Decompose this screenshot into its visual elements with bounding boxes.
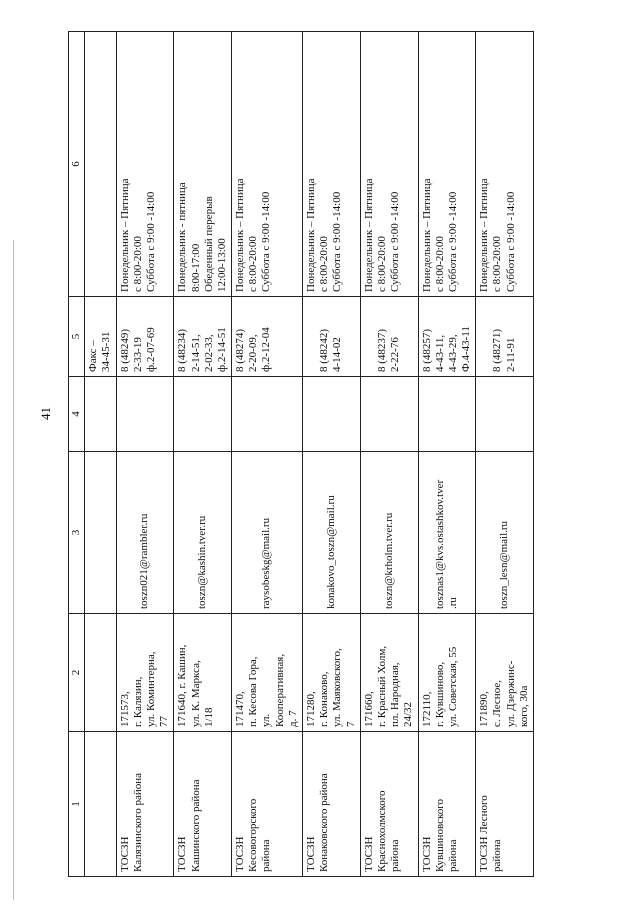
empty-cell xyxy=(85,32,116,297)
email-cell: konakovo_toszn@mail.ru xyxy=(303,452,361,614)
header-cell-1: 1 xyxy=(69,732,85,877)
hours-cell: Понедельник – Пятница с 8:00-20:00 Суббота с 9:00 -14:00 xyxy=(303,32,361,297)
email-cell: raysobeskg@mail.ru xyxy=(232,452,303,614)
org-cell: ТОСЗН Конаковского района xyxy=(303,732,361,877)
col4-cell xyxy=(476,377,534,452)
col4-cell xyxy=(360,377,418,452)
table-row xyxy=(303,32,361,877)
email-cell: toszn021@rambler.ru xyxy=(116,452,174,614)
header-cell-4: 4 xyxy=(69,377,85,452)
col4-cell xyxy=(232,377,303,452)
org-cell: ТОСЗН Краснохолмского района xyxy=(360,732,418,877)
org-cell: ТОСЗН Кашинского района xyxy=(174,732,232,877)
col4-cell xyxy=(303,377,361,452)
hours-cell: Понедельник - пятница 8:00-17:00 Обеденный перерыв 12:00-13:00 xyxy=(174,32,232,297)
rotated-page xyxy=(68,32,534,877)
email-cell: toszn@krholm.tver.ru xyxy=(360,452,418,614)
address-cell: 171280, г. Конаково, ул. Маяковского, 7 xyxy=(303,614,361,732)
table-row xyxy=(360,32,418,877)
header-cell-5: 5 xyxy=(69,297,85,377)
phone-cell: 8 (48257) 4-43-11, 4-43-29, Ф.4-43-11 xyxy=(418,297,476,377)
empty-cell xyxy=(85,452,116,614)
hours-cell: Понедельник – Пятница с 8:00-20:00 Суббота с 9:00 -14:00 xyxy=(418,32,476,297)
empty-cell xyxy=(85,377,116,452)
hours-cell: Понедельник – Пятница с 8:00-20:00 Суббота с 9:00 -14:00 xyxy=(116,32,174,297)
header-cell-6: 6 xyxy=(69,32,85,297)
col4-cell xyxy=(116,377,174,452)
hours-cell: Понедельник – Пятница с 8:00-20:00 Суббота с 9:00 -14:00 xyxy=(360,32,418,297)
address-cell: 171640, г. Кашин, ул. К. Маркса, 1/18 xyxy=(174,614,232,732)
email-cell: toszn_lesn@mail.ru xyxy=(476,452,534,614)
address-cell: 171660, г. Красный Холм, пл. Народная, 24/32 xyxy=(360,614,418,732)
offices-table xyxy=(68,31,534,877)
table-row xyxy=(116,32,174,877)
table-row xyxy=(418,32,476,877)
page-number: 41 xyxy=(38,407,53,420)
email-cell: toszn@kashin.tver.ru xyxy=(174,452,232,614)
address-cell: 171890, с. Лесное, ул. Дзержинс- кого, 30а xyxy=(476,614,534,732)
address-cell: 171470, п. Кесова Гора, ул. Кооперативная, д. 7 xyxy=(232,614,303,732)
empty-cell xyxy=(85,732,116,877)
header-row xyxy=(69,32,85,877)
hours-cell: Понедельник – Пятница с 8:00-20:00 Суббота с 9:00 -14:00 xyxy=(232,32,303,297)
org-cell: ТОСЗН Кесовогорского района xyxy=(232,732,303,877)
table-row xyxy=(476,32,534,877)
col4-cell xyxy=(418,377,476,452)
hours-cell: Понедельник – Пятница с 8:00-20:00 Суббота с 9:00 -14:00 xyxy=(476,32,534,297)
phone-cell: 8 (48237) 2-22-76 xyxy=(360,297,418,377)
empty-cell xyxy=(85,614,116,732)
phone-cell: 8 (48274) 2-20-09, ф.2-12-04 xyxy=(232,297,303,377)
address-cell: 171573, г. Калязин, ул. Коминтерна, 77 xyxy=(116,614,174,732)
phone-cell: 8 (48234) 2-14-51, 2-02-33, ф.2-14-51 xyxy=(174,297,232,377)
email-cell: tosznas1@kvs.ostashkov.tver .ru xyxy=(418,452,476,614)
table-row xyxy=(174,32,232,877)
fax-phone-cell: Факс – 34-45-31 xyxy=(85,297,116,377)
phone-cell: 8 (48249) 2-33-19 ф.2-07-69 xyxy=(116,297,174,377)
org-cell: ТОСЗН Калязинского района xyxy=(116,732,174,877)
col4-cell xyxy=(174,377,232,452)
org-cell: ТОСЗН Кувшиновского района xyxy=(418,732,476,877)
org-cell: ТОСЗН Лесного района xyxy=(476,732,534,877)
table-row xyxy=(232,32,303,877)
address-cell: 172110, г. Кувшиново, ул. Советская, 55 xyxy=(418,614,476,732)
phone-cell: 8 (48271) 2-11-91 xyxy=(476,297,534,377)
fax-row xyxy=(85,32,116,877)
phone-cell: 8 (48242) 4-14-02 xyxy=(303,297,361,377)
scan-edge-line xyxy=(13,240,14,900)
header-cell-2: 2 xyxy=(69,614,85,732)
header-cell-3: 3 xyxy=(69,452,85,614)
